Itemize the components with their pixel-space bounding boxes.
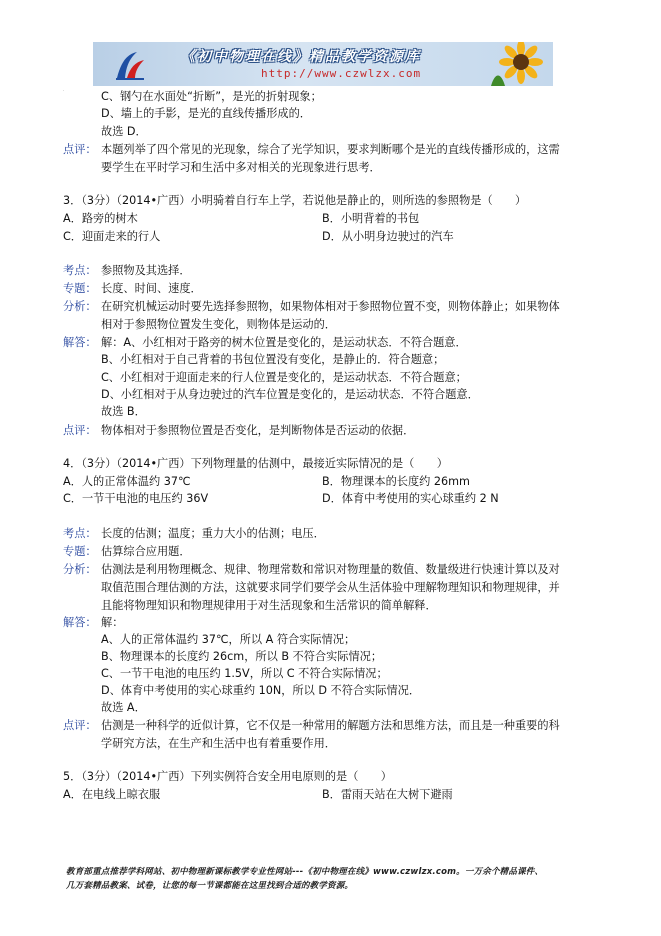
footer-line-1: 教育部重点推荐学科网站、初中物理新课标教学专业性网站---《初中物理在线》www.czwlzx.com。一万余个精品课件、 bbox=[66, 867, 544, 877]
q4-jieda-line-3: B、物理课本的长度约 26cm，所以 B 不符合实际情况； bbox=[101, 650, 383, 663]
prev-answer-choice: 故选 D． bbox=[101, 125, 147, 138]
q4-option-c: C．一节干电池的电压约 36V bbox=[63, 492, 209, 505]
q5-stem: 5．（3分）（2014•广西）下列实例符合安全用电原则的是（ ） bbox=[63, 770, 392, 783]
prev-answer-line-d: D、墙上的手影，是光的直线传播形成的． bbox=[101, 107, 311, 120]
q3-stem: 3．（3分）（2014•广西）小明骑着自行车上学，若说他是静止的，则所选的参照物是（ ） bbox=[63, 194, 527, 207]
tiny-mark: · bbox=[63, 88, 65, 93]
q3-jieda-label: 解答： bbox=[63, 336, 97, 349]
prev-comment-line-1: 本题列举了四个常见的光现象，综合了光学知识，要求判断哪个是光的直线传播形成的，这需 bbox=[101, 143, 560, 156]
q4-stem: 4．（3分）（2014•广西）下列物理量的估测中，最接近实际情况的是（ ） bbox=[63, 457, 448, 470]
q4-option-b: B．物理课本的长度约 26mm bbox=[322, 475, 470, 488]
q4-kaodian: 长度的估测；温度；重力大小的估测；电压． bbox=[101, 527, 325, 540]
q3-option-c: C．迎面走来的行人 bbox=[63, 230, 161, 243]
q4-zhuanti-label: 专题： bbox=[63, 545, 97, 558]
q3-kaodian: 参照物及其选择． bbox=[101, 264, 191, 277]
q4-option-d: D．体育中考使用的实心球重约 2 N bbox=[322, 492, 499, 505]
q3-kaodian-label: 考点： bbox=[63, 264, 97, 277]
banner-title: 《初中物理在线》精品教学资源库 bbox=[181, 49, 421, 65]
sunflower-icon bbox=[487, 42, 549, 86]
q4-jieda-line-6: 故选 A． bbox=[101, 701, 146, 714]
q3-jieda-line-4: D、小红相对于从身边驶过的汽车位置是变化的，是运动状态．不符合题意． bbox=[101, 388, 479, 401]
q3-option-b: B．小明背着的书包 bbox=[322, 212, 420, 225]
q3-jieda-line-1: 解：A、小红相对于路旁的树木位置是变化的，是运动状态．不符合题意． bbox=[101, 336, 467, 349]
q3-zhuanti-label: 专题： bbox=[63, 282, 97, 295]
q4-jieda-label: 解答： bbox=[63, 616, 97, 629]
q3-zhuanti: 长度、时间、速度． bbox=[101, 282, 202, 295]
q4-jieda-line-1: 解： bbox=[101, 616, 124, 629]
banner-url[interactable]: http://www.czwlzx.com bbox=[261, 67, 422, 80]
q3-dianping: 物体相对于参照物位置是否变化，是判断物体是否运动的依据． bbox=[101, 424, 415, 437]
q4-dianping-label: 点评： bbox=[63, 719, 97, 732]
q5-option-a: A．在电线上晾衣服 bbox=[63, 788, 161, 801]
q4-fenxi-line-1: 估测法是利用物理概念、规律、物理常数和常识对物理量的数值、数量级进行快速计算以及对 bbox=[101, 563, 560, 576]
q3-option-d: D．从小明身边驶过的汽车 bbox=[322, 230, 454, 243]
q3-fenxi-label: 分析： bbox=[63, 300, 97, 313]
q4-jieda-line-5: D、体育中考使用的实心球重约 10N，所以 D 不符合实际情况． bbox=[101, 684, 421, 697]
q4-fenxi-line-2: 取值范围合理估测的方法，这就要求同学们要学会从生活体验中理解物理知识和物理规律，并 bbox=[101, 581, 560, 594]
q4-jieda-line-2: A、人的正常体温约 37℃，所以 A 符合实际情况； bbox=[101, 633, 356, 646]
prev-comment-line-2: 要学生在平时学习和生活中多对相关的光现象进行思考． bbox=[101, 161, 381, 174]
q3-dianping-label: 点评： bbox=[63, 424, 97, 437]
q4-option-a: A．人的正常体温约 37℃ bbox=[63, 475, 191, 488]
prev-answer-line-c: C、钢勺在水面处“折断”，是光的折射现象； bbox=[101, 90, 322, 103]
q3-jieda-line-5: 故选 B． bbox=[101, 405, 146, 418]
q3-option-a: A．路旁的树木 bbox=[63, 212, 138, 225]
q4-fenxi-label: 分析： bbox=[63, 563, 97, 576]
q4-zhuanti: 估算综合应用题． bbox=[101, 545, 191, 558]
q4-dianping-line-2: 学研究方法，在生产和生活中也有着重要作用． bbox=[101, 737, 336, 750]
q4-kaodian-label: 考点： bbox=[63, 527, 97, 540]
q3-jieda-line-3: C、小红相对于迎面走来的行人位置是变化的，是运动状态．不符合题意； bbox=[101, 371, 467, 384]
footer-line-2: 几万套精品教案、试卷，让您的每一节课都能在这里找到合适的教学资源。 bbox=[66, 881, 354, 891]
q3-jieda-line-2: B、小红相对于自己背着的书包位置没有变化，是静止的．符合题意； bbox=[101, 353, 445, 366]
q4-dianping-line-1: 估测是一种科学的近似计算，它不仅是一种常用的解题方法和思维方法，而且是一种重要的科 bbox=[101, 719, 560, 732]
site-logo-icon bbox=[113, 48, 147, 82]
header-banner bbox=[93, 42, 553, 86]
q3-fenxi-line-2: 相对于参照物位置发生变化，则物体是运动的． bbox=[101, 318, 336, 331]
q5-option-b: B．雷雨天站在大树下避雨 bbox=[322, 788, 453, 801]
q4-jieda-line-4: C、一节干电池的电压约 1.5V，所以 C 不符合实际情况； bbox=[101, 667, 388, 680]
prev-comment-label: 点评： bbox=[63, 143, 97, 156]
q3-fenxi-line-1: 在研究机械运动时要先选择参照物，如果物体相对于参照物位置不变，则物体静止；如果物体 bbox=[101, 300, 560, 313]
q4-fenxi-line-3: 且能将物理知识和物理规律用于对生活现象和生活常识的简单解释． bbox=[101, 599, 437, 612]
